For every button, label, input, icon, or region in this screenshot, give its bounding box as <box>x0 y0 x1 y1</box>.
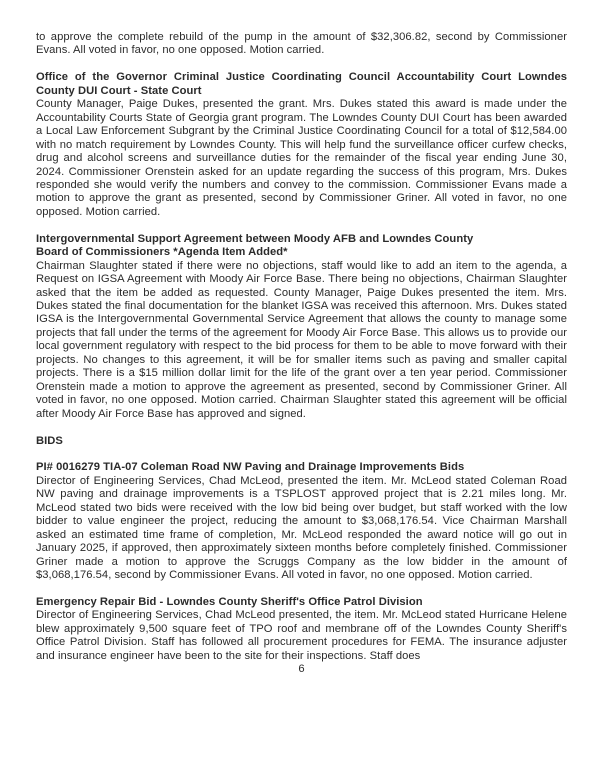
paragraph-dui-court-grant: County Manager, Paige Dukes, presented the grant. Mrs. Dukes stated this award is made under the Accountability Courts State of Georgia grant program. The Lowndes County DUI Court has been awarded a Local Law Enforcement Subgrant by the Criminal Justice Coordinating Council for a total of $12,584.00 with no match requirement by Lowndes County. This will help fund the surveillance officer curfew checks, drug and alcohol screens and surveillance duties for the remainder of the fiscal year ending June 30, 2024. Commissioner Orenstein asked for an update regarding the success of this program, Mrs. Dukes responded she would verify the numbers and convey to the commission. Commissioner Evans made a motion to approve the grant as presented, second by Commissioner Griner. All voted in favor, no one opposed. Motion carried. <box>36 98 567 218</box>
heading-bids-section: BIDS <box>36 434 63 447</box>
heading-coleman-road-bids: PI# 0016279 TIA-07 Coleman Road NW Paving and Drainage Improvements Bids <box>36 461 465 474</box>
paragraph-emergency-repair-bid: Director of Engineering Services, Chad McLeod presented, the item. Mr. McLeod stated Hurricane Helene blew approximately 9,500 square feet of TPO roof and membrane off of the Lowndes County Sheriff's Office Patrol Division. Staff has followed all procurement procedures for FEMA. The insurance adjuster and insurance engineer have been to the site for their inspections. Staff does <box>36 609 567 662</box>
paragraph-igsa-agreement: Chairman Slaughter stated if there were no objections, staff would like to add an item to the agenda, a Request on IGSA Agreement with Moody Air Force Base. There being no objections, Chairman Slaughter asked that the item be added as requested. County Manager, Paige Dukes presented the item. Mrs. Dukes stated the final documentation for the blanket IGSA was received this afternoon. Mrs. Dukes stated IGSA is the Intergovernmental Governmental Service Agreement that allows the county to manage some projects that fall under the terms of the agreement for Moody Air Force Base. This allows us to provide our local government regulatory with respect to the bid process for them to be able to move forward with their projects. No changes to this agreement, it will be for smaller items such as paving and smaller capital projects. There is a $15 million dollar limit for the life of the grant over a ten year period. Commissioner Orenstein made a motion to approve the agreement as presented, second by Commissioner Griner. All voted in favor, no one opposed. Motion carried. Chairman Slaughter stated this agreement will be official after Moody Air Force Base has approved and signed. <box>36 259 567 420</box>
page-number: 6 <box>298 663 305 676</box>
heading-igsa-line1: Intergovernmental Support Agreement between Moody AFB and Lowndes County <box>36 232 474 245</box>
heading-igsa-line2: Board of Commissioners *Agenda Item Added* <box>36 246 288 259</box>
heading-igsa-agreement <box>36 233 567 260</box>
paragraph-pump-rebuild-motion: to approve the complete rebuild of the pump in the amount of $32,306.82, second by Commissioner Evans. All voted in favor, no one opposed. Motion carried. <box>36 31 567 57</box>
heading-dui-court-grant: Office of the Governor Criminal Justice Coordinating Council Accountability Court Lowndes County DUI Court - State Court <box>36 71 567 97</box>
paragraph-coleman-road-bids: Director of Engineering Services, Chad McLeod, presented the item. Mr. McLeod stated Coleman Road NW paving and drainage improvements is a TSPLOST approved project that is 2.21 miles long. Mr. McLeod stated two bids were received with the low bid being over budget, but staff worked with the low bidder to value engineer the project, reducing the amount to $3,068,176.54. Vice Chairman Marshall asked an estimated time frame of completion, Mr. McLeod responded the award notice will go out in January 2025, if approved, then approximately sixteen months before completely finished. Commissioner Griner made a motion to approve the Scruggs Company as the low bidder in the amount of $3,068,176.54, second by Commissioner Evans. All voted in favor, no one opposed. Motion carried. <box>36 474 567 582</box>
page-content <box>36 31 567 677</box>
heading-emergency-repair-bid: Emergency Repair Bid - Lowndes County Sheriff's Office Patrol Division <box>36 595 423 608</box>
